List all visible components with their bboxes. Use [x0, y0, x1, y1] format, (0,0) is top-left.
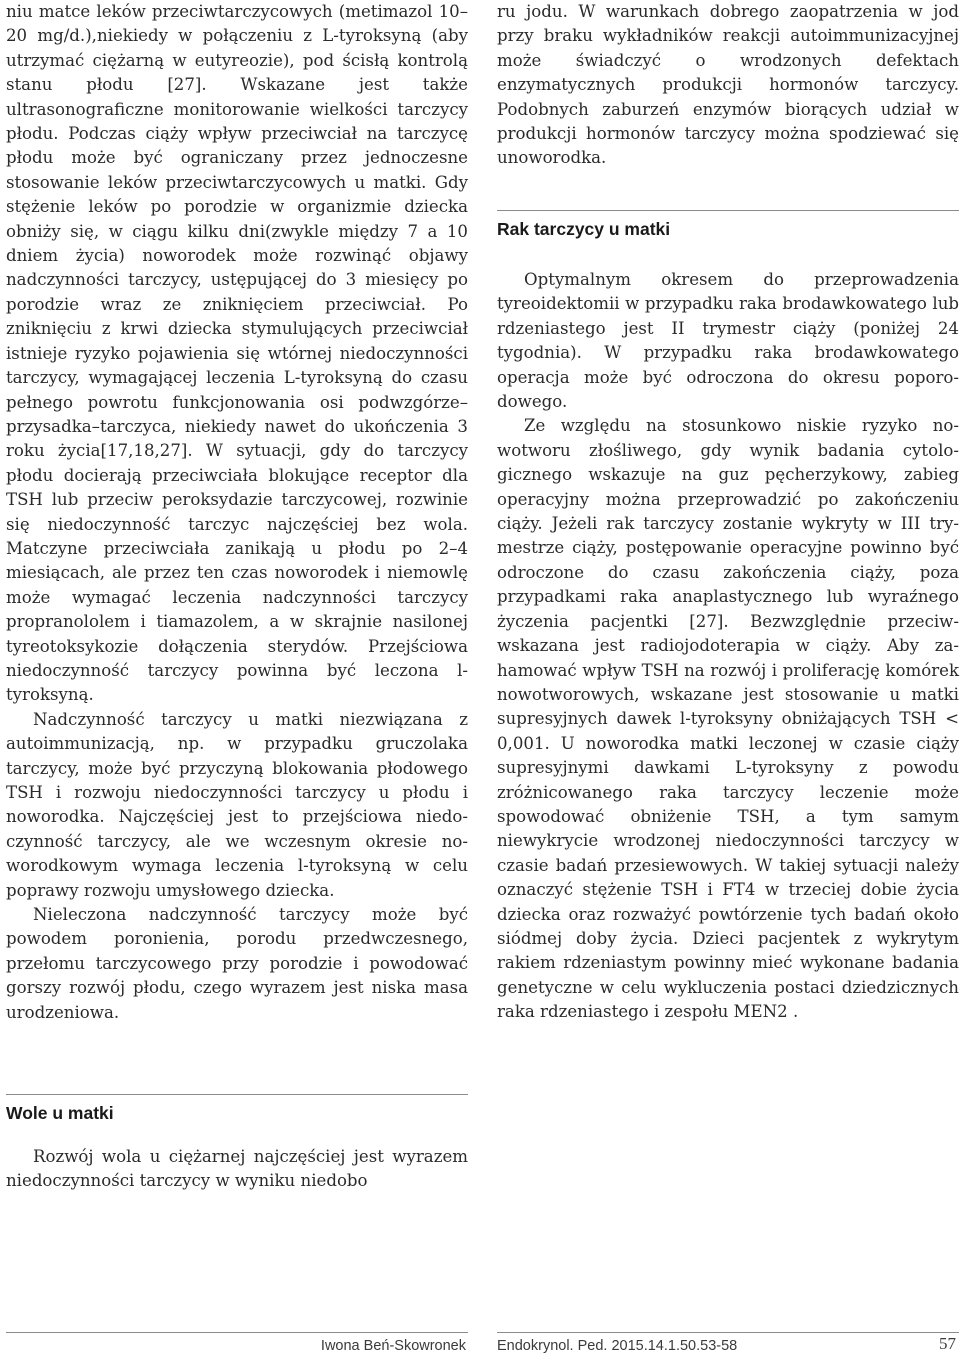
- left-paragraph-2: Nadczynność tarczycy u matki niezwiązana z autoimmunizacją, np. w przypadku gruczolaka tarczycy, może być przyczyną blokowania płodowego TSH i rozwoju niedoczynności tarczycy u płodu i noworodka. Najczęściej jest to przejściowa niedoczynność tarczycy, ale we wczesnym okresie noworodkowym wymaga leczenia l-tyroksyną w celu poprawy rozwoju umysłowego dziecka.: [6, 709, 468, 900]
- section-wole-u-matki: [6, 1094, 468, 1194]
- section-rak-tarczycy: [497, 210, 959, 240]
- footer-author: Iwona Beń-Skowronek: [320, 1338, 466, 1354]
- right-paragraph-1: Optymalnym okresem do przeprowadzenia tyreoidektomii w przypadku raka brodawkowatego lub rdzeniastego jest II trymestr ciąży (poniżej 24 tygodnia). W przypadku raka brodawkowatego operacja może być odroczona do okresu poporodowego.: [497, 270, 959, 412]
- footer-divider-left: [6, 1332, 468, 1333]
- left-paragraph-3: Nieleczona nadczynność tarczycy może być powodem poronienia, porodu przedwczesnego, przełomu tarczycowego przy porodzie i powodować gorszy rozwój płodu, czego wyrazem jest niska masa urodzeniowa.: [6, 905, 468, 1022]
- page-number: 57: [939, 1334, 956, 1353]
- footer-journal-citation: Endokrynol. Ped. 2015.14.1.50.53-58: [497, 1338, 738, 1354]
- right-column: [497, 0, 959, 1022]
- section-title-rak-tarczycy: Rak tarczycy u matki: [497, 219, 671, 239]
- section-title-wole-u-matki: Wole u matki: [6, 1103, 114, 1123]
- left-paragraph-1: niu matce leków przeciwtarczycowych (metimazol 10–20 mg/d.),niekiedy w połączeniu z L-tyroksyną (aby utrzymać ciężarną w eutyreozie), pod ścisłą kontrolą stanu płodu [27]. Wskazane jest także ultrasonograficzne monitorowanie wielkości tarczycy płodu. Podczas ciąży wpływ przeciwciał na tarczycę płodu może być ograniczany przez jednoczesne stosowanie leków przeciwtarczycowych u matki. Gdy stężenie leków po porodzie w organizmie dziecka obniży się, w ciągu kilku dni(zwykle między 7 a 10 dniem życia) noworodek może rozwinąć objawy nadczynności tarczycy, ustępującej do 3 miesięcy po porodzie wraz ze zniknięciem przeciwciał. Po zniknięciu z krwi dziecka stymulujących przeciwciał istnieje ryzyko pojawienia się wtórnej niedoczynności tarczycy, wymagającej leczenia L-tyroksyną do czasu pełnego powrotu funkcjonowania osi podwzgórze–przysadka–tarczyca, niekiedy nawet do ukończenia 3 roku życia[17,18,27]. W sytuacji, gdy do tarczycy płodu docierają przeciwciała blokujące receptor dla TSH lub przeciw peroksydazie tarczycowej, rozwinie się niedoczynność tarczyc najczęściej bez wola. Matczyne przeciwciała zanikają u płodu po 2–4 miesiącach, ale przez ten czas noworodek i niemowlę może wymagać leczenia nadczynności tarczycy propranololem i tiamazolem, a w skrajnie nasilonej tyreotoksykozie dołączenia sterydów. Przejściowa niedoczynność tarczycy powinna być leczona l-tyroksyną.: [6, 2, 468, 705]
- section-divider: [6, 1094, 468, 1095]
- left-column: [6, 0, 468, 1025]
- right-top-paragraph: ru jodu. W warunkach dobrego zaopatrzenia w jod przy braku wykładników reakcji autoimmunizacyjnej może świadczyć o wrodzonych defektach enzymatycznych produkcji hormonów tarczycy. Podobnych zaburzeń enzymów biorących udział w produkcji hormonów tarczycy można spodziewać się unoworodka.: [497, 2, 959, 168]
- wole-paragraph: Rozwój wola u ciężarnej najczęściej jest wyrazem niedoczynności tarczycy w wyniku niedobo: [6, 1147, 468, 1191]
- section-body-rak-tarczycy: [497, 268, 959, 1025]
- section-divider: [497, 210, 959, 211]
- footer-divider-right: [497, 1332, 959, 1333]
- right-paragraph-2: Ze względu na stosunkowo niskie ryzyko nowotworu złośliwego, gdy wynik badania cytologicznego wskazuje na guz pęcherzykowy, zabieg operacyjny można przeprowadzić po zakończeniu ciąży. Jeżeli rak tarczycy zostanie wykryty w III trymestrze ciąży, postępowanie operacyjne powinno być odroczone do czasu zakończenia ciąży, poza przypadkami raka anaplastycznego lub wyraźnego życzenia pacjentki [27]. Bezwzględnie przeciwwskazana jest radiojodoterapia w ciąży. Aby zahamować wpływ TSH na rozwój i proliferację komórek nowotworowych, wskazane jest stosowanie u matki supresyjnych dawek l-tyroksyny obniżających TSH < 0,001. U noworodka matki leczonej w czasie ciąży supresyjnymi dawkami L-tyroksyny z powodu zróżnicowanego raka tarczycy leczenie może spowodować obniżenie TSH, a tym samym niewykrycie wrodzonej niedoczynności tarczycy w czasie badań przesiewowych. W takiej sytuacji należy oznaczyć stężenie TSH i FT4 w trzeciej dobie życia dziecka oraz rozważyć powtórzenie tych badań około siódmej doby życia. Dzieci pacjentek z wykrytym rakiem rdzeniastym powinny mieć wykonane badania genetyczne w celu wykluczenia postaci dziedzicznych raka rdzeniastego i zespołu MEN2 .: [497, 416, 959, 1022]
